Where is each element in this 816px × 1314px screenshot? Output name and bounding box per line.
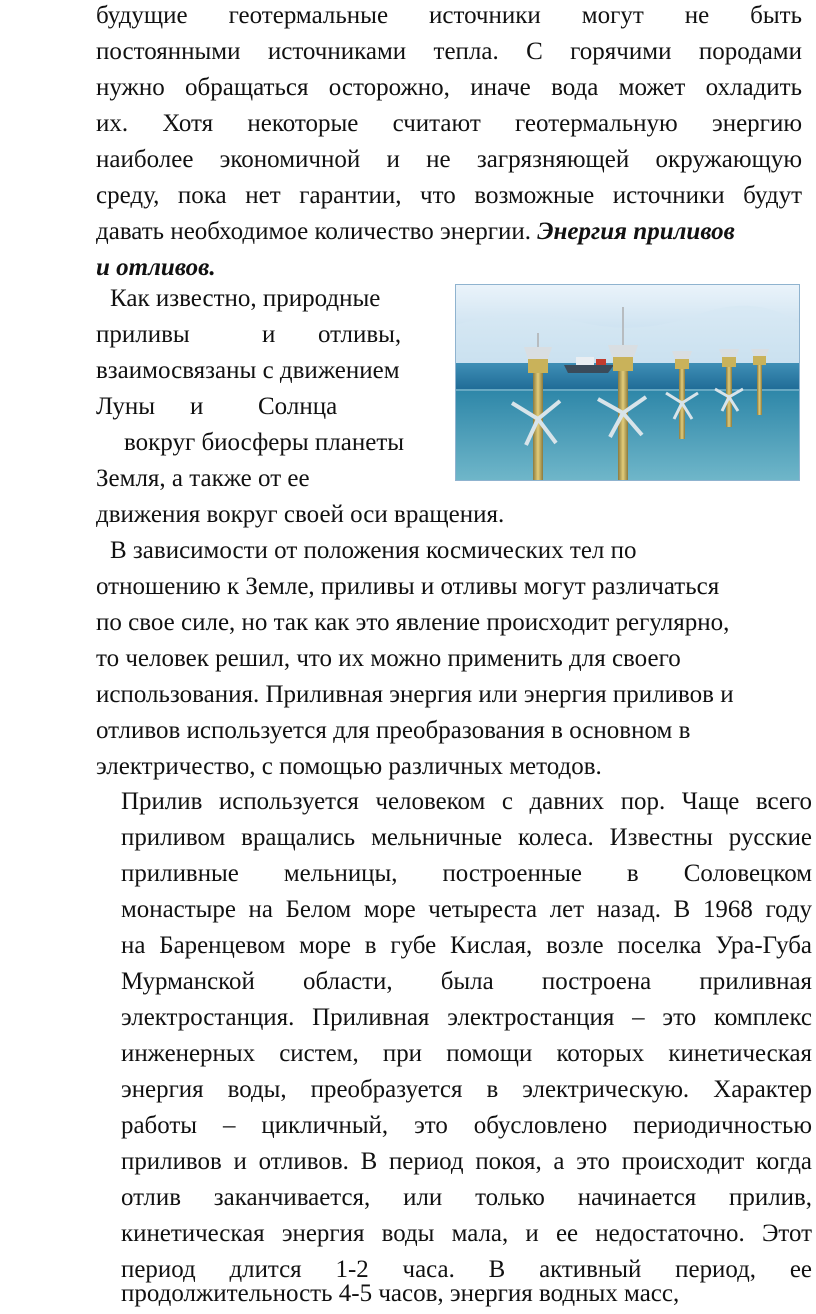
- text-line: приливом вращались мельничные колеса. Известны русские: [121, 824, 812, 851]
- text-line: на Баренцевом море в губе Кислая, возле поселка Ура-Губа: [121, 932, 812, 959]
- text-line: отливы,: [318, 321, 402, 348]
- text-line: Прилив используется человеком с давних пор. Чаще всего: [121, 788, 812, 815]
- text-line: приливов и отливов. В период покоя, а это происходит когда: [121, 1148, 812, 1175]
- text-line: вокруг биосферы планеты: [124, 429, 405, 456]
- text-line: отношению к Земле, приливы и отливы могут различаться: [96, 573, 720, 600]
- text-line: постоянными источниками тепла. С горячими породами: [96, 38, 802, 65]
- text-line: продолжительность 4-5 часов, энергия водных масс,: [121, 1280, 680, 1307]
- text-line: монастыре на Белом море четыреста лет назад. В 1968 году: [121, 896, 812, 923]
- text-line: В зависимости от положения космических тел по: [110, 537, 637, 564]
- text-line: Мурманской области, была построена приливная: [121, 968, 812, 995]
- text-line: наиболее экономичной и не загрязняющей окружающую: [96, 146, 802, 173]
- text-line: кинетическая энергия воды мала, и ее недостаточно. Этот: [121, 1220, 812, 1247]
- text-line: энергия воды, преобразуется в электрическую. Характер: [121, 1076, 812, 1103]
- text-line: и: [190, 393, 204, 420]
- text-line: отливов используется для преобразования в основном в: [96, 717, 691, 744]
- text-line: электричество, с помощью различных методов.: [96, 753, 602, 780]
- text-line: приливы: [96, 321, 190, 348]
- text-line: Солнца: [258, 393, 338, 420]
- text-line: работы – цикличный, это обусловлено периодичностью: [121, 1112, 812, 1139]
- text-line: их. Хотя некоторые считают геотермальную энергию: [96, 110, 802, 137]
- text-line: период длится 1-2 часа. В активный период, ее: [121, 1256, 812, 1283]
- section-heading: Энергия приливов: [537, 218, 735, 245]
- text-line-with-heading: [96, 218, 735, 246]
- text-line: нужно обращаться осторожно, иначе вода может охладить: [96, 74, 802, 101]
- text-line: приливные мельницы, построенные в Соловецком: [121, 860, 812, 887]
- text-line: Земля, а также от ее: [96, 465, 310, 492]
- text-line: электростанция. Приливная электростанция – это комплекс: [121, 1004, 812, 1031]
- text-line: отлив заканчивается, или только начинается прилив,: [121, 1184, 812, 1211]
- text-line: по свое силе, но так как это явление происходит регулярно,: [96, 609, 730, 636]
- text-fragment: давать необходимое количество энергии.: [96, 218, 532, 245]
- text-line: будущие геотермальные источники могут не быть: [96, 2, 802, 29]
- text-line: и: [262, 321, 276, 348]
- text-line: движения вокруг своей оси вращения.: [96, 501, 505, 528]
- text-line: Луны: [96, 393, 156, 420]
- text-line: взаимосвязаны с движением: [96, 357, 400, 384]
- text-line: Как известно, природные: [110, 285, 381, 312]
- text-line: использования. Приливная энергия или энергия приливов и: [96, 681, 734, 708]
- text-line: среду, пока нет гарантии, что возможные источники будут: [96, 182, 802, 209]
- tidal-turbines-illustration: [455, 284, 800, 481]
- text-line: то человек решил, что их можно применить для своего: [96, 645, 681, 672]
- text-line: инженерных систем, при помощи которых кинетическая: [121, 1040, 812, 1067]
- section-heading-continued: и отливов.: [96, 254, 216, 281]
